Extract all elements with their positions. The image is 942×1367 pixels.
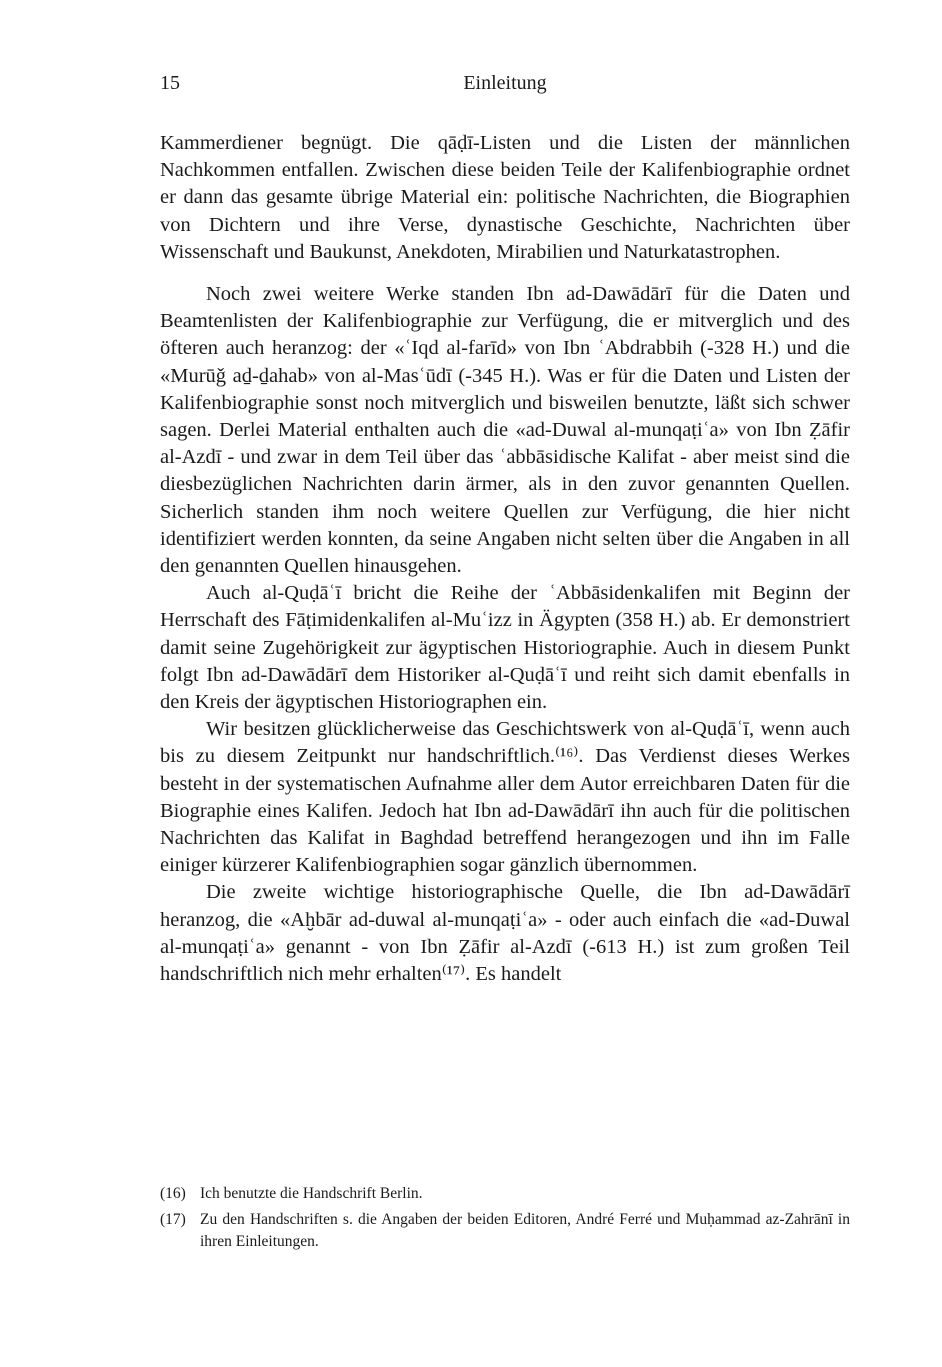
paragraph-4: Wir besitzen glücklicherweise das Geschichtswerk von al-Quḍāʿī, wenn auch bis zu diesem Zeitpunkt nur handschriftlich.⁽¹⁶⁾. Das Verdienst dieses Werkes besteht in der systematischen Aufnahme aller dem Autor erreichbaren Daten für die Biographie eines Kalifen. Jedoch hat Ibn ad-Dawādārī ihn auch für die politischen Nachrichten das Kalifat in Baghdad betreffend herangezogen und ihn im Falle einiger kürzerer Kalifenbiographien sogar gänzlich übernommen. — [160, 718, 850, 877]
footnotes — [160, 1183, 850, 1257]
running-head — [160, 72, 850, 102]
paragraph-1: Kammerdiener begnügt. Die qāḍī-Listen und die Listen der männlichen Nachkommen entfallen. Zwischen diese beiden Teile der Kalifenbiographie ordnet er dann das gesamte übrige Material ein: politische Nachrichten, die Biographien von Dichtern und ihre Verse, dynastische Geschichte, Nachrichten über Wissenschaft und Baukunst, Anekdoten, Mirabilien und Naturkatastrophen. — [160, 132, 850, 263]
footnote-number: (17) — [160, 1211, 186, 1228]
paragraph-5: Die zweite wichtige historiographische Quelle, die Ibn ad-Dawādārī heranzog, die «Aḫbār ad-duwal al-munqaṭiʿa» - oder auch einfach die «ad-Duwal al-munqaṭiʿa» genannt - von Ibn Ẓāfir al-Azdī (-613 H.) ist zum großen Teil handschriftlich nich mehr erhalten⁽¹⁷⁾. Es handelt — [160, 881, 850, 986]
footnote-17 — [160, 1209, 850, 1253]
page-number: 15 — [160, 72, 180, 94]
paragraph-2: Noch zwei weitere Werke standen Ibn ad-Dawādārī für die Daten und Beamtenlisten der Kalifenbiographie zur Verfügung, die er mitverglich und des öfteren auch heranzog: der «ʿIqd al-farīd» von Ibn ʿAbdrabbih (-328 H.) und die «Murūǧ aḏ-ḏahab» von al-Masʿūdī (-345 H.). Was er für die Daten und Listen der Kalifenbiographie sonst noch mitverglich und bisweilen benutzte, läßt sich schwer sagen. Derlei Material enthalten auch die «ad-Duwal al-munqaṭiʿa» von Ibn Ẓāfir al-Azdī - und zwar in dem Teil über das ʿabbāsidische Kalifat - aber meist sind die diesbezüglichen Nachrichten darin ärmer, als in den zuvor genannten Quellen. Sicherlich standen ihm noch weitere Quellen zur Verfügung, die hier nicht identifiziert werden konnten, da seine Angaben nicht selten über die Angaben in all den genannten Quellen hinausgehen. — [160, 283, 850, 578]
footnote-number: (16) — [160, 1185, 186, 1202]
footnote-16 — [160, 1183, 850, 1205]
running-title: Einleitung — [463, 72, 547, 94]
footnote-text: Ich benutzte die Handschrift Berlin. — [200, 1185, 423, 1202]
paragraph-3: Auch al-Quḍāʿī bricht die Reihe der ʿAbbāsidenkalifen mit Beginn der Herrschaft des Fāṭimidenkalifen al-Muʿizz in Ägypten (358 H.) ab. Er demonstriert damit seine Zugehörigkeit zur ägyptischen Historiographie. Auch in diesem Punkt folgt Ibn ad-Dawādārī dem Historiker al-Quḍāʿī und reiht sich damit ebenfalls in den Kreis der ägyptischen Historiographen ein. — [160, 582, 850, 714]
footnote-text: Zu den Handschriften s. die Angaben der beiden Editoren, André Ferré und Muḥammad az-Zahrānī in ihren Einleitungen. — [200, 1211, 850, 1250]
body-text — [160, 130, 850, 988]
